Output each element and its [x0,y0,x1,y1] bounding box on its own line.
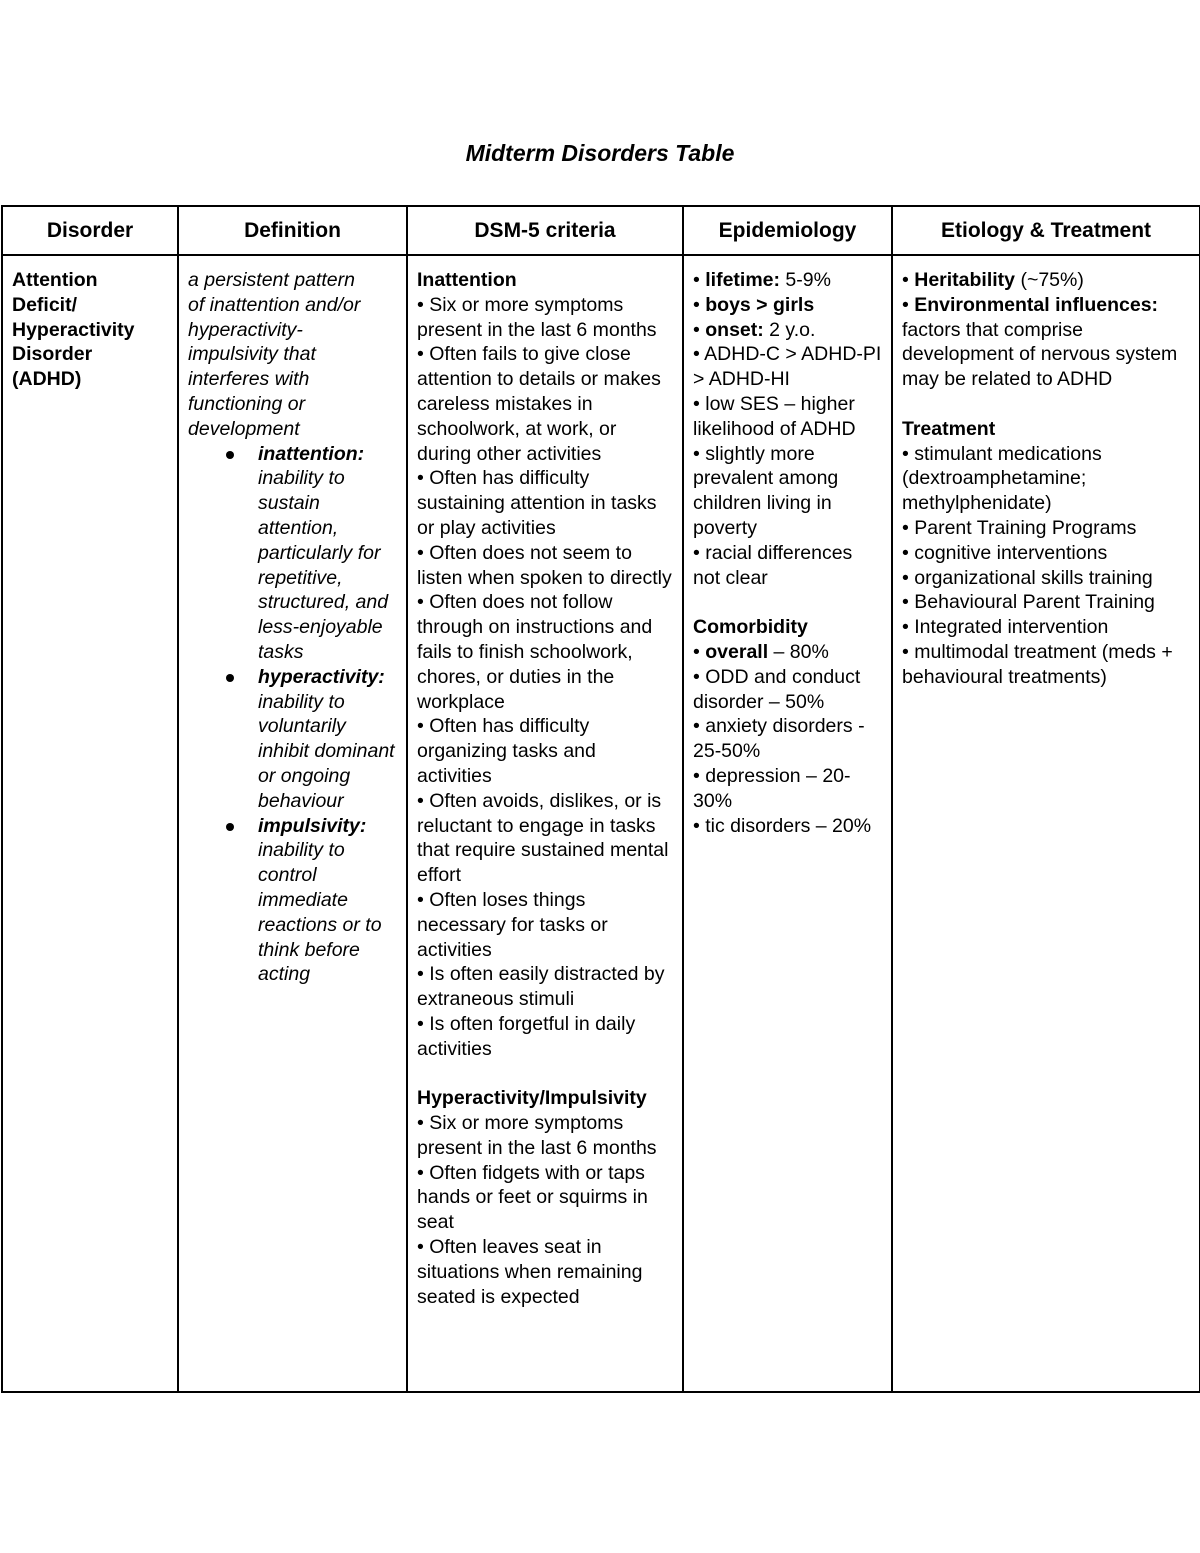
list-item: • organizational skills training [902,566,1153,589]
list-item: • Often does not seem to listen when spoken to directly [417,541,672,589]
item-text: (~75%) [1015,269,1084,291]
list-item: • Often has difficulty organizing tasks and activities [417,715,596,787]
list-item [693,442,882,541]
item-text: • racial differences not clear [693,541,853,589]
header-row [2,206,1200,255]
item-label: Environmental influences: [914,293,1159,316]
definition-term: impulsivity: [258,814,367,837]
list-item [693,268,882,293]
list-item: • Often fidgets with or taps hands or feet or squirms in seat [417,1161,648,1234]
item-text: • anxiety disorders - 25-50% [693,715,865,763]
list-item: • multimodal treatment (meds + behavioural treatments) [902,640,1173,688]
item-text: • slightly more prevalent among children living in poverty [693,442,839,539]
spacer [417,1062,673,1087]
list-item: • Often loses things necessary for tasks or activities [417,888,608,961]
list-item: • stimulant medications (dextroamphetamine; methylphenidate) [902,442,1102,515]
item-label: onset: [705,318,764,341]
cell-disorder [2,255,178,1392]
list-item [902,268,1190,293]
bullet: • [902,269,915,291]
bullet: • [693,318,706,341]
bullet: • [693,269,706,291]
list-item [188,442,397,665]
item-text: • ADHD-C > ADHD-PI > ADHD-HI [693,343,882,391]
definition-term: hyperactivity: [258,665,385,688]
definition-line: hyperactivity- [188,318,303,341]
disorders-table [1,205,1200,1393]
disorder-name-line: Disorder [12,343,93,366]
item-text: • low SES – higher likelihood of ADHD [693,392,856,440]
list-item [693,392,882,442]
definition-list [188,442,397,988]
section-heading-treatment: Treatment [902,417,996,440]
list-item [902,293,1190,392]
header-dsm5-criteria: DSM-5 criteria [407,206,683,255]
list-item: • cognitive interventions [902,541,1108,564]
list-item: • Often fails to give close attention to details or makes careless mistakes in schoolwork, at work, or during other activities [417,343,661,465]
list-item: • Parent Training Programs [902,516,1137,539]
list-item [693,293,882,318]
definition-text: inability to voluntarily inhibit dominant or ongoing behaviour [258,690,395,812]
list-item: • Often has difficulty sustaining attention in tasks or play activities [417,467,657,539]
list-item: • Often leaves seat in situations when remaining seated is expected [417,1236,643,1308]
item-label: lifetime: [705,269,781,291]
list-item [693,318,882,343]
item-text: factors that comprise development of nervous system may be related to ADHD [902,318,1178,391]
list-item [693,764,882,814]
list-item [693,665,882,715]
item-text: • ODD and conduct disorder – 50% [693,665,861,713]
bullet: • [693,640,706,663]
item-text: – 80% [768,640,829,663]
list-item: • Often does not follow through on instructions and fails to finish schoolwork, chores, or duties in the workplace [417,591,653,713]
item-label: Heritability [914,269,1016,291]
list-item: • Behavioural Parent Training [902,591,1155,614]
definition-line: a persistent pattern [188,269,355,291]
table-row [2,255,1200,1392]
section-heading-comorbidity: Comorbidity [693,616,808,639]
header-disorder: Disorder [2,206,178,255]
list-item [693,541,882,591]
list-item [693,714,882,764]
disorder-name-line: Attention [12,269,98,291]
definition-line: functioning or [188,392,306,415]
item-text: 2 y.o. [763,318,816,341]
definition-term: inattention: [258,442,365,465]
item-text: • depression – 20-30% [693,764,851,812]
section-heading-hyperactivity: Hyperactivity/Impulsivity [417,1087,647,1110]
list-item [188,814,397,988]
list-item [693,342,882,392]
definition-line: development [188,417,300,440]
disorder-name-line: Hyperactivity [12,318,135,341]
item-label: overall [705,640,769,663]
list-item: • Is often easily distracted by extraneous stimuli [417,963,665,1011]
definition-line: of inattention and/or [188,293,361,316]
list-item [188,665,397,814]
cell-definition [178,255,407,1392]
disorder-name-line: (ADHD) [12,368,82,391]
definition-text: inability to sustain attention, particularly for repetitive, structured, and less-enjoyable tasks [258,467,389,663]
definition-line: interferes with [188,368,310,391]
spacer [902,392,1190,417]
list-item: • Often avoids, dislikes, or is reluctant to engage in tasks that require sustained mental effort [417,789,669,887]
disorder-name-line: Deficit/ [12,293,78,316]
list-item [693,814,882,839]
item-text: • tic disorders – 20% [693,814,872,837]
spacer [693,590,882,615]
section-heading-inattention: Inattention [417,269,517,291]
cell-epidemiology [683,255,892,1392]
header-etiology-treatment: Etiology & Treatment [892,206,1200,255]
cell-etiology-treatment [892,255,1200,1392]
header-epidemiology: Epidemiology [683,206,892,255]
definition-line: impulsivity that [188,343,316,366]
definition-text: inability to control immediate reactions or to think before acting [258,839,382,986]
header-definition: Definition [178,206,407,255]
cell-dsm5-criteria [407,255,683,1392]
bullet: • [902,293,915,316]
item-text: 5-9% [780,269,831,291]
list-item: • Is often forgetful in daily activities [417,1012,636,1060]
list-item: • Six or more symptoms present in the last 6 months [417,1112,657,1159]
list-item [693,640,882,665]
item-label: boys > girls [705,293,815,316]
list-item: • Six or more symptoms present in the last 6 months [417,293,657,341]
page-title: Midterm Disorders Table [465,140,735,166]
bullet: • [693,293,706,316]
list-item: • Integrated intervention [902,616,1109,639]
